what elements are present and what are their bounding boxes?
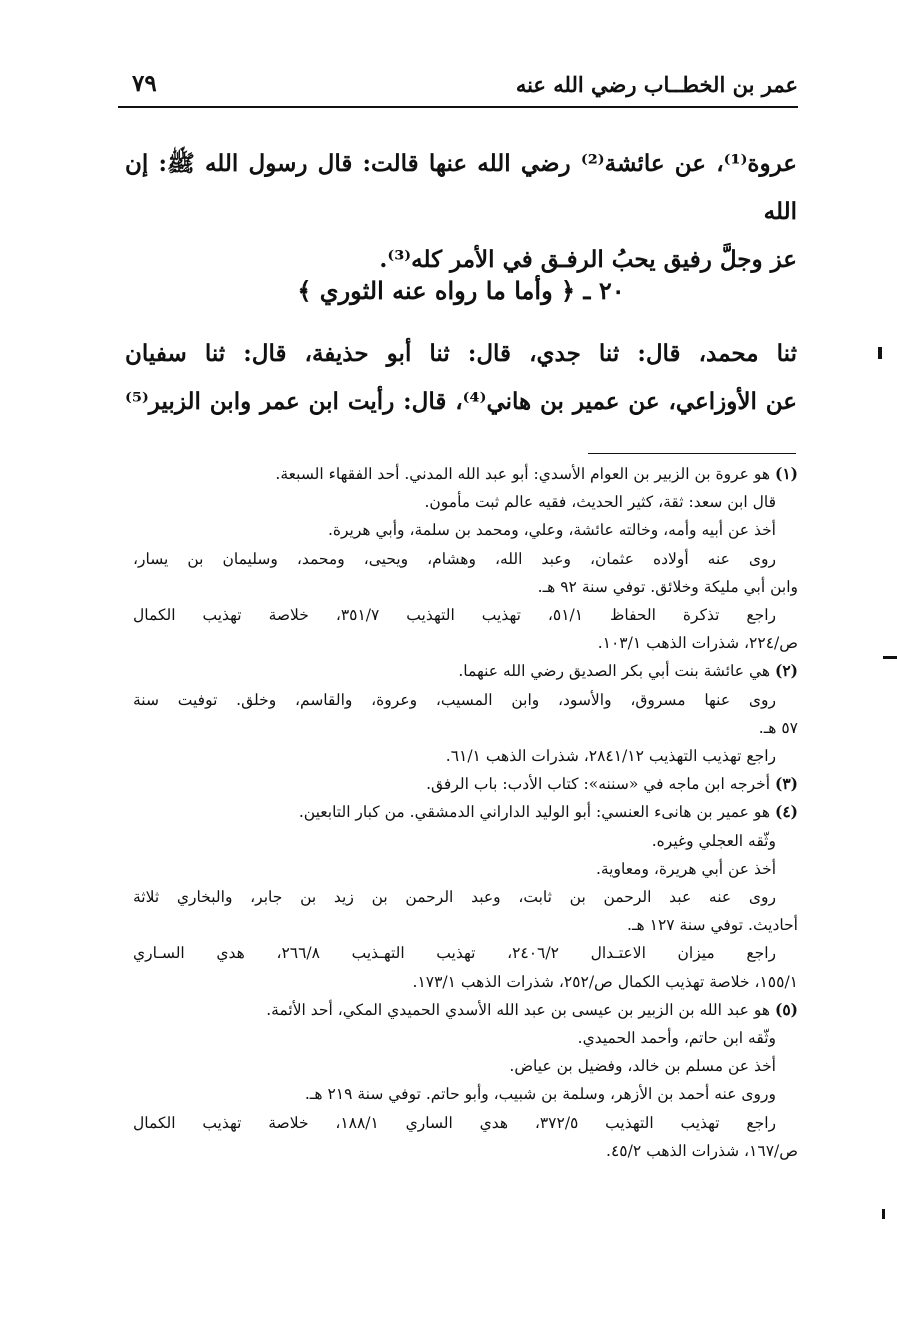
footnote-line: أخذ عن أبي هريرة، ومعاوية.: [595, 859, 776, 878]
footnote-mark: (١): [774, 464, 798, 483]
footnote-line: أخذ عن أبيه وأمه، وخالته عائشة، وعلي، ومحمد بن سلمة، وأبي هريرة.: [327, 521, 776, 540]
footnote-line: قال ابن سعد: ثقة، كثير الحديث، فقيه عالم ثبت مأمون.: [424, 493, 776, 512]
footnote-3: [133, 770, 798, 798]
scan-mark: [878, 347, 882, 359]
footnote-line: هو عبد الله بن الزبير بن عيسى بن عبد الله الأسدي الحميدي المكي، أحد الأئمة.: [266, 1000, 771, 1019]
footnote-line: روى عنه أولاده عثمان، وعبد الله، وهشام، ويحيى، ومحمد، وسليمان بن يسار،: [133, 549, 776, 568]
footnote-line: هو عمير بن هانىء العنسي: أبو الوليد الداراني الدمشقي. من كبار التابعين.: [298, 803, 771, 822]
footnote-mark: (٥): [774, 999, 798, 1019]
footnote-line: وثّقه ابن حاتم، وأحمد الحميدي.: [577, 1029, 776, 1048]
footnote-4: [133, 798, 798, 995]
footnote-line: وروى عنه أحمد بن الأزهر، وسلمة بن شبيب، وأبو حاتم. توفي سنة ٢١٩ هـ.: [304, 1085, 776, 1104]
footnote-2: [133, 657, 798, 770]
footnote-line: راجع ميزان الاعتـدال ٢٤٠٦/٢، تهذيب التهـذيب ٢٦٦/٨، هدي السـاري: [133, 944, 776, 963]
footnote-line: روى عنه عبد الرحمن بن ثابت، وعبد الرحمن بن زيد بن جابر، والبخاري ثلاثة: [133, 888, 776, 907]
footnote-line: ص/٢٢٤، شذرات الذهب ١٠٣/١.: [597, 634, 798, 653]
footnote-line: أحاديث. توفي سنة ١٢٧ هـ.: [627, 916, 798, 935]
main-line: عز وجلَّ رفيق يحبُ الرفـق في الأمر كله⁽³⁾.: [379, 246, 797, 273]
section-heading: ٢٠ ـ ﴿ وأما ما رواه عنه الثوري ﴾: [297, 276, 625, 305]
footnote-mark: (٤): [774, 802, 798, 822]
footnote-line: أخذ عن مسلم بن خالد، وفضيل بن عياض.: [509, 1057, 776, 1076]
footnote-line: ٥٧ هـ.: [758, 718, 798, 737]
running-title: عمر بن الخطــاب رضي الله عنه: [515, 72, 798, 97]
footnote-line: راجع تهذيب التهذيب ٣٧٢/٥، هدي الساري ١٨٨/١، خلاصة تهذيب الكمال: [133, 1113, 777, 1132]
footnote-line: راجع تهذيب التهذيب ٢٨٤١/١٢، شذرات الذهب ٦١/١.: [445, 747, 776, 766]
footnote-line: روى عنها مسروق، والأسود، وابن المسيب، وعروة، والقاسم، وخلق. توفيت سنة: [133, 690, 776, 709]
footnote-mark: (٢): [774, 661, 798, 681]
footnote-separator: [588, 453, 796, 454]
main-line: عروة⁽¹⁾، عن عائشة⁽²⁾ رضي الله عنها قالت: قال رسول الله ﷺ: إن الله: [125, 150, 797, 225]
footnote-line: هي عائشة بنت أبي بكر الصديق رضي الله عنهما.: [458, 662, 771, 681]
footnote-line: ص/١٦٧، شذرات الذهب ٤٥/٢.: [606, 1141, 798, 1160]
page-header: [118, 72, 798, 108]
footnotes: [133, 460, 798, 1165]
footnote-5: [133, 996, 798, 1165]
footnote-line: وابن أبي مليكة وخلائق. توفي سنة ٩٢ هـ.: [537, 577, 798, 596]
footnote-line: هو عروة بن الزبير بن العوام الأسدي: أبو عبد الله المدني. أحد الفقهاء السبعة.: [275, 465, 771, 483]
main-text-paragraph-2: [125, 330, 797, 426]
main-line: ثنا محمد، قال: ثنا جدي، قال: ثنا أبو حذيفة، قال: ثنا سفيان: [125, 340, 797, 367]
footnote-line: وثّقه العجلي وغيره.: [651, 831, 776, 850]
page-number: ٧٩: [132, 70, 157, 97]
scan-mark: [883, 656, 897, 659]
footnote-1: [133, 460, 798, 657]
footnote-line: راجع تذكرة الحفاظ ٥١/١، تهذيب التهذيب ٣٥١/٧، خلاصة تهذيب الكمال: [133, 606, 776, 625]
scan-mark: [882, 1209, 885, 1219]
footnote-line: أخرجه ابن ماجه في «سننه»: كتاب الأدب: باب الرفق.: [426, 775, 771, 794]
footnote-line: ١٥٥/١، خلاصة تهذيب الكمال ص/٢٥٢، شذرات الذهب ١٧٣/١.: [412, 972, 798, 991]
main-text-paragraph-1: [125, 140, 797, 284]
footnote-mark: (٣): [774, 774, 798, 794]
main-line: عن الأوزاعي، عن عمير بن هاني⁽⁴⁾، قال: رأيت ابن عمر وابن الزبير⁽⁵⁾: [125, 388, 797, 415]
